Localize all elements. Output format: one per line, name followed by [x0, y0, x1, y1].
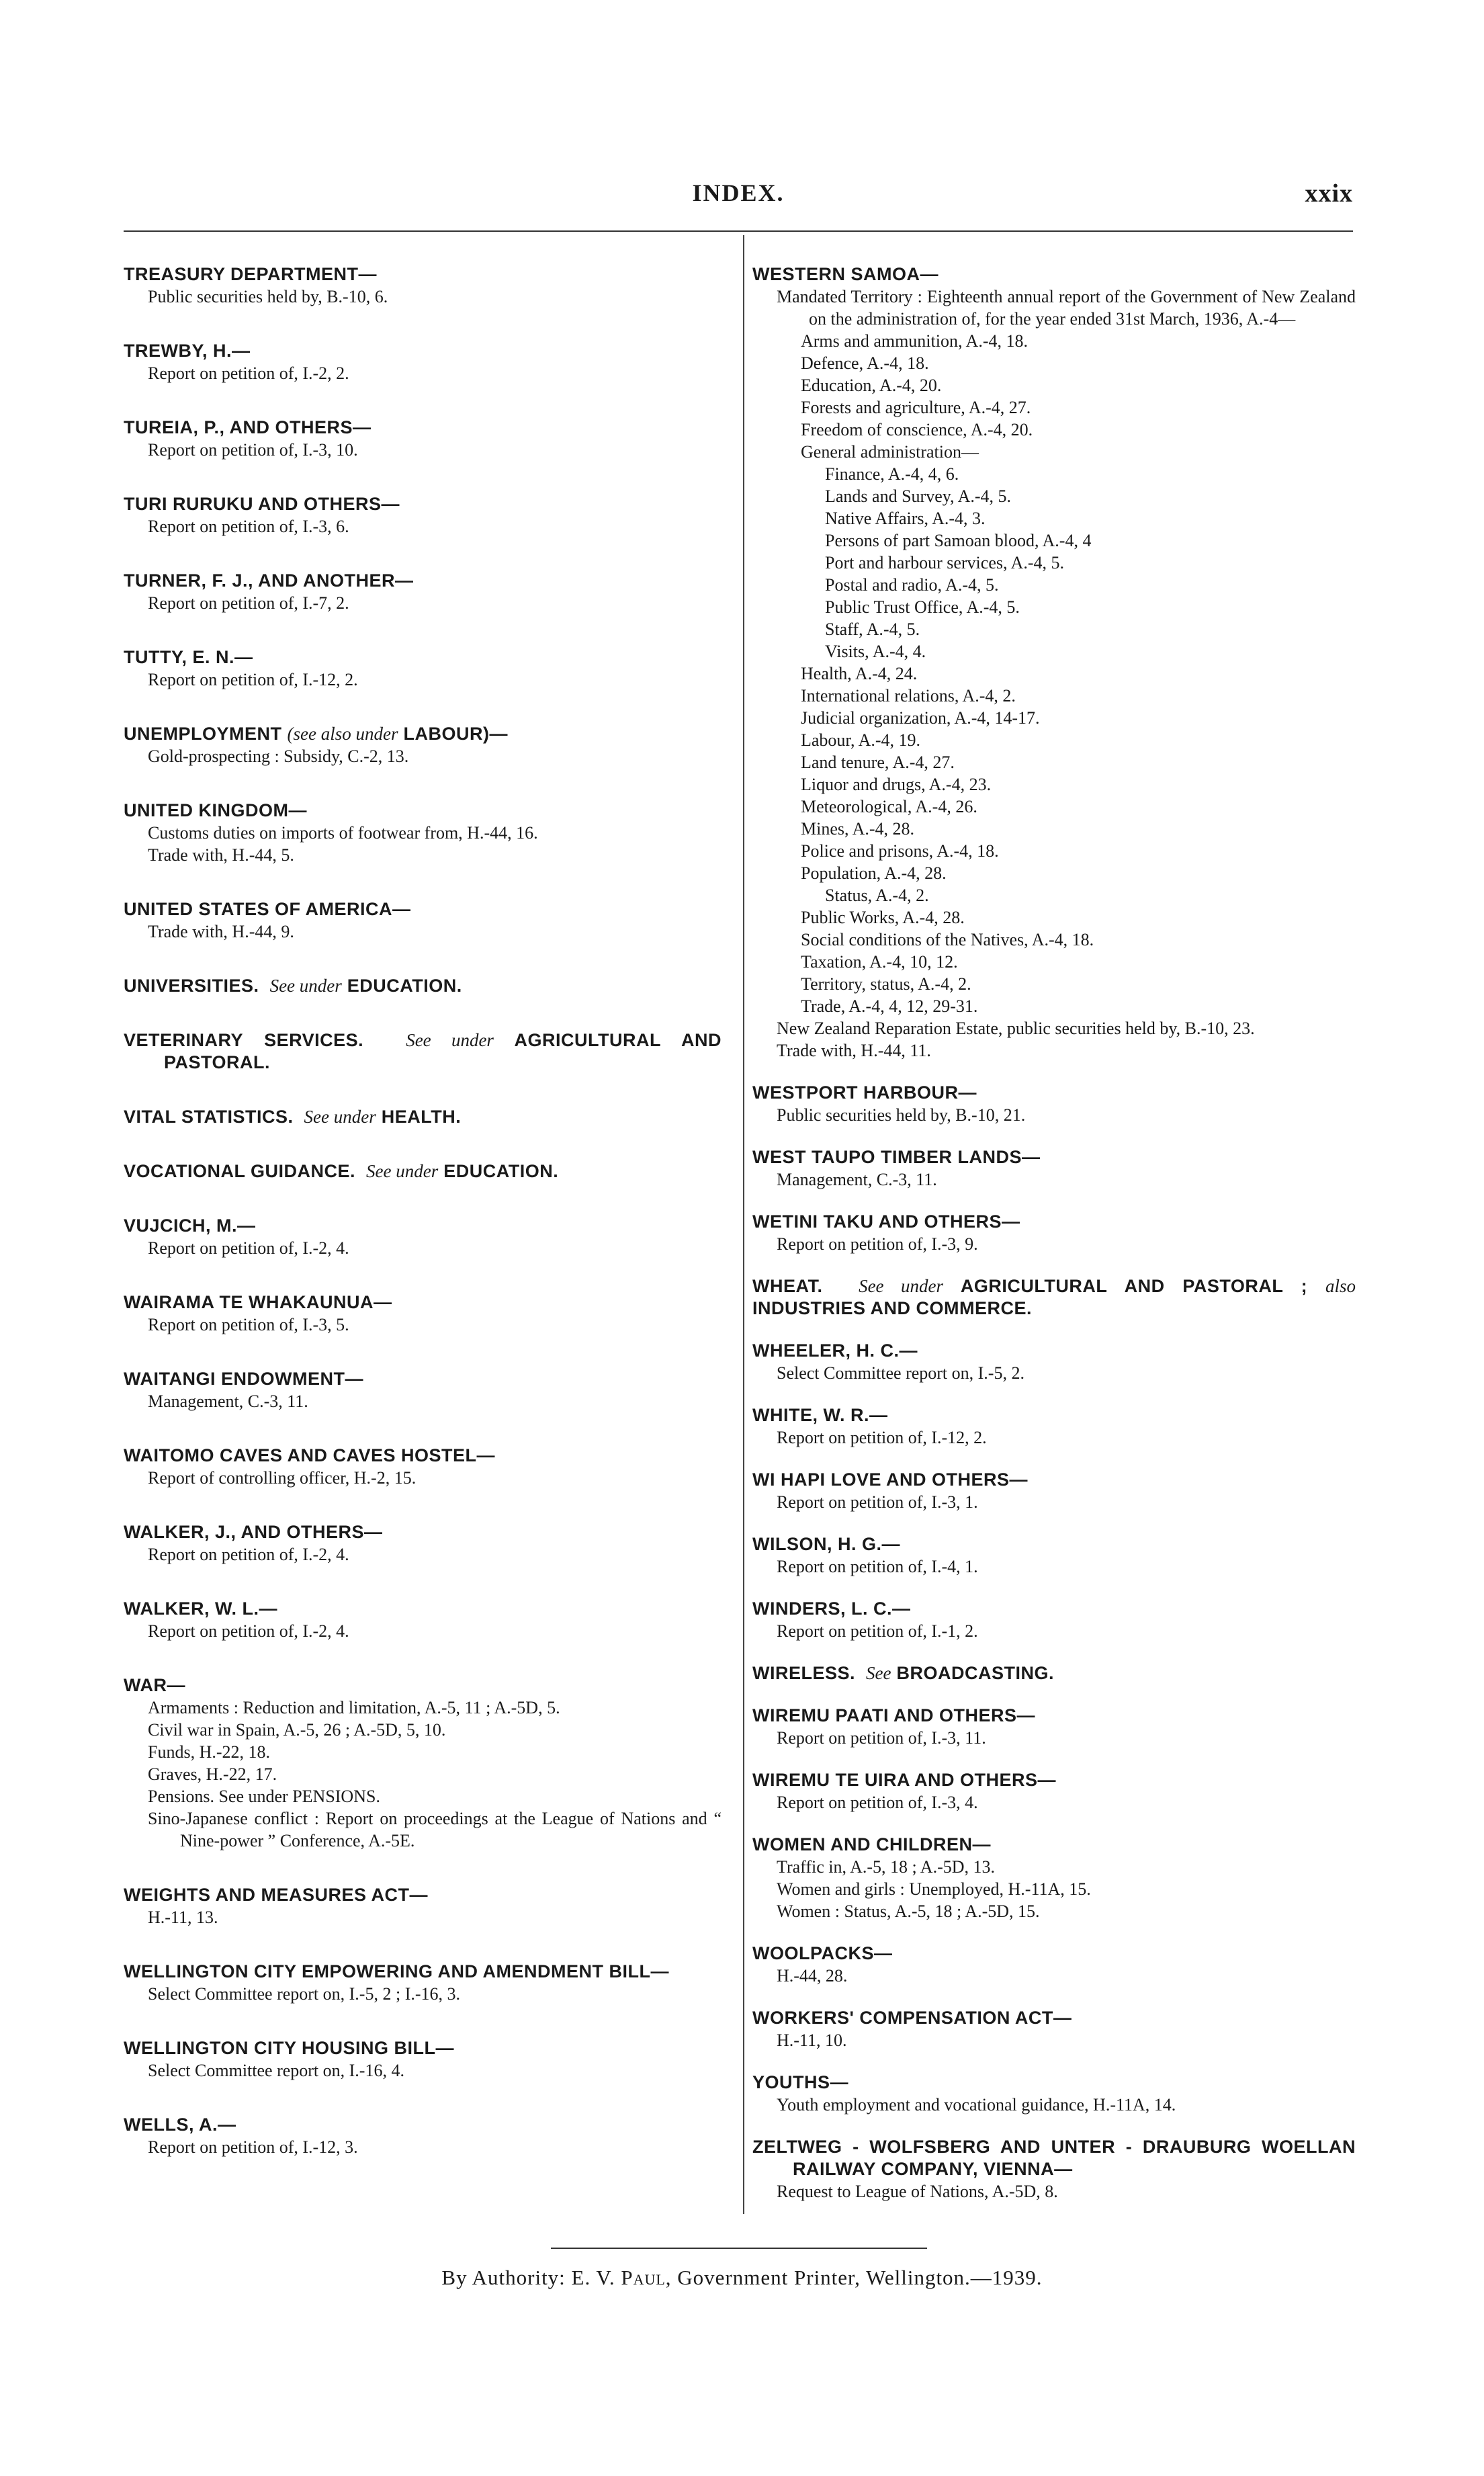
- entry-line: Mandated Territory : Eighteenth annual report of the Government of New Zealand on the administration of, for the year ended 31st March, 1936, A.-4—: [777, 287, 1356, 329]
- entry-line: Defence, A.-4, 18.: [801, 353, 929, 373]
- entry-line: Report on petition of, I.-2, 2.: [148, 364, 349, 383]
- entry-line: Traffic in, A.-5, 18 ; A.-5D, 13.: [777, 1857, 995, 1877]
- entry-line: Public securities held by, B.-10, 6.: [148, 287, 388, 306]
- index-entry: [124, 1961, 722, 2005]
- index-entry: [124, 723, 722, 767]
- index-entry: [752, 2072, 1356, 2116]
- entry-line: New Zealand Reparation Estate, public securities held by, B.-10, 23.: [777, 1019, 1255, 1038]
- entry-line: Port and harbour services, A.-4, 5.: [825, 553, 1064, 572]
- cross-reference: LABOUR)—: [403, 724, 508, 744]
- entry-line: Report on petition of, I.-12, 2.: [148, 670, 358, 689]
- entry-line: Trade with, H.-44, 5.: [148, 845, 294, 865]
- entry-heading: [124, 1106, 722, 1128]
- entry-line: Forests and agriculture, A.-4, 27.: [801, 398, 1031, 417]
- index-entry: [752, 1662, 1356, 1684]
- index-entry: [752, 1082, 1356, 1126]
- entry-heading: WETINI TAKU AND OTHERS—: [752, 1211, 1020, 1232]
- index-entry: [124, 1598, 722, 1642]
- entry-line: H.-11, 10.: [777, 2031, 847, 2050]
- index-entry: [752, 1769, 1356, 1813]
- index-entry: [752, 1340, 1356, 1384]
- entry-line: General administration—: [801, 442, 979, 462]
- entry-heading: TREASURY DEPARTMENT—: [124, 264, 378, 284]
- entry-heading: WELLS, A.—: [124, 2115, 236, 2135]
- entry-heading: ZELTWEG - WOLFSBERG AND UNTER - DRAUBURG WOELLAN RAILWAY COMPANY, VIENNA—: [752, 2137, 1356, 2179]
- cross-reference: BROADCASTING.: [896, 1663, 1055, 1683]
- entry-line: Report on petition of, I.-2, 4.: [148, 1621, 349, 1641]
- see-reference: See under: [366, 1161, 439, 1181]
- entry-heading: WALKER, J., AND OTHERS—: [124, 1522, 383, 1542]
- cross-reference: HEALTH.: [381, 1107, 462, 1127]
- index-entry: [124, 2037, 722, 2082]
- entry-heading: WAR—: [124, 1675, 185, 1695]
- entry-line: Staff, A.-4, 5.: [825, 620, 920, 639]
- entry-line: Sino-Japanese conflict : Report on proceedings at the League of Nations and “ Nine-power ” Conference, A.-5E.: [148, 1809, 722, 1850]
- entry-heading: TURI RURUKU AND OTHERS—: [124, 494, 400, 514]
- entry-heading: WILSON, H. G.—: [752, 1534, 900, 1554]
- entry-heading: [752, 1662, 1356, 1684]
- entry-line: Management, C.-3, 11.: [148, 1392, 308, 1411]
- heading-text: WIRELESS.: [752, 1663, 856, 1683]
- entry-line: Postal and radio, A.-4, 5.: [825, 575, 999, 595]
- entry-heading: WEIGHTS AND MEASURES ACT—: [124, 1885, 429, 1905]
- see-reference: See under: [406, 1030, 494, 1050]
- index-entry: [124, 1674, 722, 1852]
- column-divider: [743, 235, 744, 2214]
- entry-line: Funds, H.-22, 18.: [148, 1742, 271, 1762]
- entry-heading: [752, 1275, 1356, 1320]
- entry-line: Public Trust Office, A.-4, 5.: [825, 597, 1020, 617]
- entry-line: Report on petition of, I.-3, 11.: [777, 1728, 986, 1748]
- entry-line: Status, A.-4, 2.: [825, 886, 929, 905]
- heading-text: VETERINARY SERVICES.: [124, 1030, 364, 1050]
- entry-line: Taxation, A.-4, 10, 12.: [801, 952, 958, 972]
- index-entry: [124, 1029, 722, 1074]
- index-entry: [124, 417, 722, 461]
- cross-reference: AGRICULTURAL AND PASTORAL ;: [960, 1276, 1308, 1296]
- entry-heading: WAITOMO CAVES AND CAVES HOSTEL—: [124, 1445, 496, 1465]
- index-entry: [124, 570, 722, 614]
- heading-text: VITAL STATISTICS.: [124, 1107, 294, 1127]
- entry-line: Women : Status, A.-5, 18 ; A.-5D, 15.: [777, 1902, 1040, 1921]
- index-entry: [124, 2114, 722, 2158]
- index-entry: [124, 646, 722, 691]
- page-number: xxix: [1305, 179, 1353, 208]
- imprint-suffix: , Government Printer, Wellington.—1939.: [665, 2266, 1043, 2289]
- see-reference: See under: [269, 976, 342, 996]
- entry-line: Report on petition of, I.-7, 2.: [148, 593, 349, 613]
- entry-line: Graves, H.-22, 17.: [148, 1764, 277, 1784]
- entry-line: Armaments : Reduction and limitation, A.-5, 11 ; A.-5D, 5.: [148, 1698, 560, 1717]
- index-entry: [124, 898, 722, 943]
- header-rule: [124, 230, 1353, 232]
- entry-heading: UNITED KINGDOM—: [124, 800, 307, 820]
- entry-line: Trade, A.-4, 4, 12, 29-31.: [801, 996, 978, 1016]
- entry-line: Customs duties on imports of footwear from, H.-44, 16.: [148, 823, 538, 843]
- index-entry: [752, 1404, 1356, 1449]
- entry-heading: WHITE, W. R.—: [752, 1405, 888, 1425]
- entry-heading: WORKERS' COMPENSATION ACT—: [752, 2008, 1072, 2028]
- index-entry: [124, 1160, 722, 1183]
- imprint-footer: [0, 2266, 1484, 2290]
- left-column: [124, 263, 722, 2190]
- right-column: [752, 263, 1356, 2223]
- entry-line: Youth employment and vocational guidance, H.-11A, 14.: [777, 2095, 1176, 2115]
- index-entry: [752, 1146, 1356, 1191]
- index-entry: [752, 2136, 1356, 2203]
- see-reference: See under: [304, 1107, 376, 1127]
- index-entry: [752, 1275, 1356, 1320]
- see-reference: See under: [859, 1276, 944, 1296]
- heading-text: UNIVERSITIES.: [124, 976, 259, 996]
- entry-line: Persons of part Samoan blood, A.-4, 4: [825, 531, 1092, 550]
- entry-heading: WIREMU TE UIRA AND OTHERS—: [752, 1770, 1056, 1790]
- entry-heading: WHEELER, H. C.—: [752, 1340, 918, 1361]
- heading-text: UNEMPLOYMENT: [124, 724, 282, 744]
- entry-line: Liquor and drugs, A.-4, 23.: [801, 775, 992, 794]
- index-entry: [124, 263, 722, 308]
- entry-heading: UNITED STATES OF AMERICA—: [124, 899, 411, 919]
- entry-heading: WAIRAMA TE WHAKAUNUA—: [124, 1292, 392, 1312]
- entry-line: Population, A.-4, 28.: [801, 863, 947, 883]
- entry-heading: [124, 1160, 722, 1183]
- entry-heading: [124, 723, 722, 745]
- cross-reference: AGRICULTURAL AND PASTORAL.: [164, 1030, 722, 1072]
- see-reference: See: [866, 1663, 891, 1683]
- entry-line: Social conditions of the Natives, A.-4, 18.: [801, 930, 1094, 949]
- entry-line: Visits, A.-4, 4.: [825, 642, 926, 661]
- entry-heading: WI HAPI LOVE AND OTHERS—: [752, 1469, 1029, 1490]
- entry-line: Health, A.-4, 24.: [801, 664, 918, 683]
- entry-line: Finance, A.-4, 4, 6.: [825, 464, 959, 484]
- entry-line: Request to League of Nations, A.-5D, 8.: [777, 2182, 1058, 2201]
- index-entry: [124, 340, 722, 384]
- entry-line: Report on petition of, I.-3, 6.: [148, 517, 349, 536]
- page-title: INDEX.: [692, 179, 785, 206]
- entry-line: Report on petition of, I.-3, 10.: [148, 440, 358, 460]
- entry-line: Report on petition of, I.-1, 2.: [777, 1621, 978, 1641]
- entry-line: Public Works, A.-4, 28.: [801, 908, 965, 927]
- entry-heading: WIREMU PAATI AND OTHERS—: [752, 1705, 1035, 1725]
- index-entry: [752, 1834, 1356, 1922]
- entry-heading: [124, 975, 722, 997]
- entry-line: Trade with, H.-44, 9.: [148, 922, 294, 941]
- entry-heading: WOMEN AND CHILDREN—: [752, 1834, 991, 1854]
- entry-line: Gold-prospecting : Subsidy, C.-2, 13.: [148, 746, 409, 766]
- index-entry: [124, 493, 722, 538]
- entry-heading: YOUTHS—: [752, 2072, 849, 2092]
- entry-line: Judicial organization, A.-4, 14-17.: [801, 708, 1040, 728]
- entry-line: Land tenure, A.-4, 27.: [801, 753, 955, 772]
- heading-text: VOCATIONAL GUIDANCE.: [124, 1161, 356, 1181]
- entry-line: Lands and Survey, A.-4, 5.: [825, 486, 1012, 506]
- entry-heading: WEST TAUPO TIMBER LANDS—: [752, 1147, 1041, 1167]
- printer-name: Paul: [621, 2266, 666, 2289]
- entry-heading: TUREIA, P., AND OTHERS—: [124, 417, 372, 437]
- index-entry: [752, 1705, 1356, 1749]
- entry-line: Report on petition of, I.-2, 4.: [148, 1238, 349, 1258]
- entry-heading: WALKER, W. L.—: [124, 1598, 277, 1619]
- entry-heading: WOOLPACKS—: [752, 1943, 893, 1963]
- index-entry: [124, 1521, 722, 1566]
- entry-heading: [124, 1029, 722, 1074]
- cross-reference: EDUCATION.: [443, 1161, 559, 1181]
- entry-heading: TREWBY, H.—: [124, 341, 251, 361]
- footer-rule: [551, 2248, 927, 2249]
- index-entry: [752, 1598, 1356, 1642]
- cross-reference: EDUCATION.: [347, 976, 462, 996]
- index-entry: [124, 1884, 722, 1928]
- imprint-prefix: By Authority: E. V.: [441, 2266, 615, 2289]
- index-entry: [124, 1215, 722, 1259]
- entry-line: Select Committee report on, I.-5, 2 ; I.-16, 3.: [148, 1984, 461, 2004]
- entry-line: Native Affairs, A.-4, 3.: [825, 509, 986, 528]
- index-entry: [124, 975, 722, 997]
- index-entry: [124, 1368, 722, 1412]
- entry-line: Territory, status, A.-4, 2.: [801, 974, 971, 994]
- entry-line: Management, C.-3, 11.: [777, 1170, 937, 1189]
- entry-line: Select Committee report on, I.-5, 2.: [777, 1363, 1024, 1383]
- entry-line: H.-11, 13.: [148, 1908, 218, 1927]
- index-entry: [752, 263, 1356, 1062]
- index-entry: [124, 800, 722, 866]
- entry-heading: WAITANGI ENDOWMENT—: [124, 1369, 363, 1389]
- entry-line: Report on petition of, I.-3, 9.: [777, 1234, 978, 1254]
- entry-line: Public securities held by, B.-10, 21.: [777, 1105, 1026, 1125]
- entry-line: Police and prisons, A.-4, 18.: [801, 841, 999, 861]
- entry-line: Women and girls : Unemployed, H.-11A, 15.: [777, 1879, 1091, 1899]
- cross-reference: INDUSTRIES AND COMMERCE.: [752, 1298, 1033, 1318]
- see-reference: (see also under: [287, 724, 398, 744]
- index-entry: [752, 1469, 1356, 1513]
- entry-line: Freedom of conscience, A.-4, 20.: [801, 420, 1033, 439]
- entry-heading: TURNER, F. J., AND ANOTHER—: [124, 570, 414, 591]
- entry-line: Report of controlling officer, H.-2, 15.: [148, 1468, 417, 1488]
- entry-heading: TUTTY, E. N.—: [124, 647, 253, 667]
- entry-heading: WELLINGTON CITY HOUSING BILL—: [124, 2038, 454, 2058]
- entry-heading: WELLINGTON CITY EMPOWERING AND AMENDMENT BILL—: [124, 1961, 669, 1981]
- index-entry: [752, 2007, 1356, 2051]
- see-reference: also: [1325, 1276, 1356, 1296]
- entry-line: Report on petition of, I.-12, 3.: [148, 2137, 358, 2157]
- entry-line: Mines, A.-4, 28.: [801, 819, 914, 839]
- entry-line: H.-44, 28.: [777, 1966, 848, 1986]
- entry-line: Select Committee report on, I.-16, 4.: [148, 2061, 404, 2080]
- entry-line: Report on petition of, I.-3, 4.: [777, 1793, 978, 1812]
- index-entry: [124, 1445, 722, 1489]
- entry-line: Pensions. See under PENSIONS.: [148, 1787, 380, 1806]
- entry-line: Labour, A.-4, 19.: [801, 730, 921, 750]
- entry-line: Education, A.-4, 20.: [801, 376, 942, 395]
- entry-heading: VUJCICH, M.—: [124, 1215, 256, 1236]
- entry-heading: WESTERN SAMOA—: [752, 264, 939, 284]
- entry-line: Trade with, H.-44, 11.: [777, 1041, 931, 1060]
- entry-line: Civil war in Spain, A.-5, 26 ; A.-5D, 5, 10.: [148, 1720, 446, 1740]
- entry-line: Report on petition of, I.-2, 4.: [148, 1545, 349, 1564]
- index-entry: [752, 1943, 1356, 1987]
- page-header: [124, 179, 1353, 219]
- index-entry: [124, 1291, 722, 1336]
- entry-heading: WESTPORT HARBOUR—: [752, 1082, 977, 1103]
- index-entry: [124, 1106, 722, 1128]
- entry-line: Arms and ammunition, A.-4, 18.: [801, 331, 1028, 351]
- entry-line: International relations, A.-4, 2.: [801, 686, 1016, 706]
- entry-line: Meteorological, A.-4, 26.: [801, 797, 977, 816]
- index-entry: [752, 1533, 1356, 1578]
- entry-line: Report on petition of, I.-3, 5.: [148, 1315, 349, 1334]
- entry-heading: WINDERS, L. C.—: [752, 1598, 911, 1619]
- entry-line: Report on petition of, I.-12, 2.: [777, 1428, 987, 1447]
- heading-text: WHEAT.: [752, 1276, 823, 1296]
- entry-line: Report on petition of, I.-3, 1.: [777, 1492, 978, 1512]
- index-entry: [752, 1211, 1356, 1255]
- entry-line: Report on petition of, I.-4, 1.: [777, 1557, 978, 1576]
